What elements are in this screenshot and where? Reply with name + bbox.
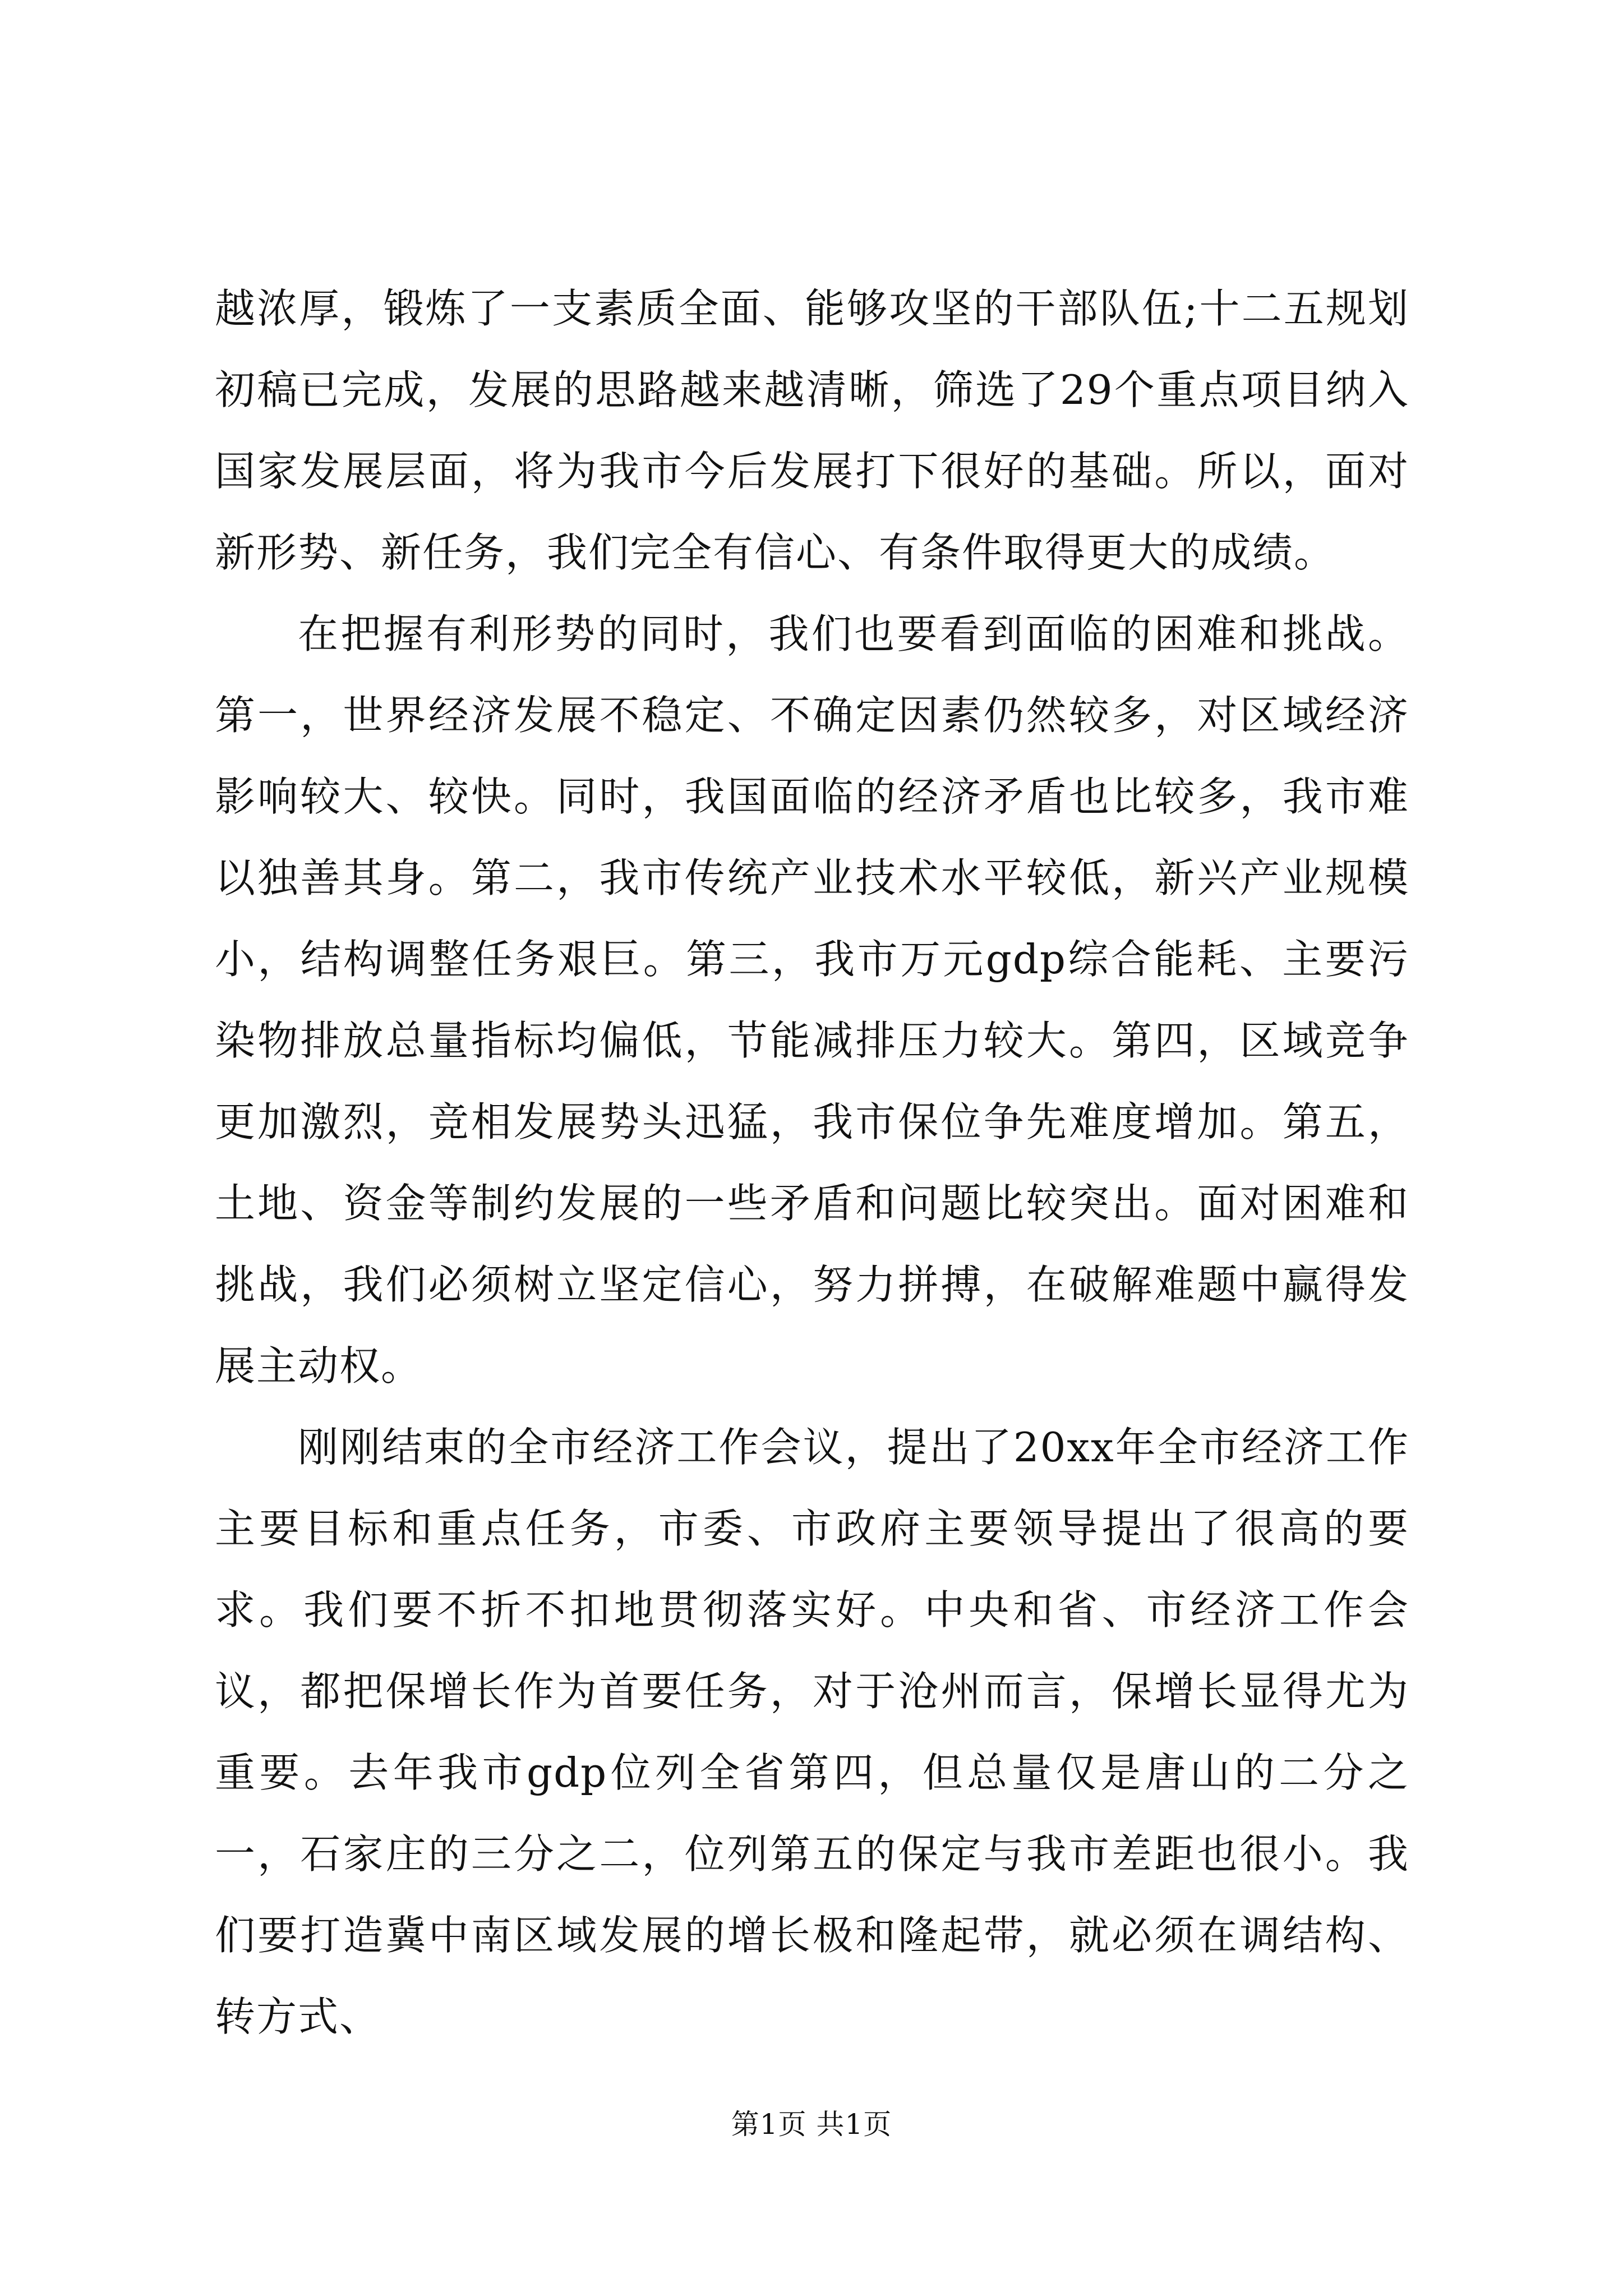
body-text <box>215 268 1409 2058</box>
paragraph-3: 刚刚结束的全市经济工作会议，提出了20xx年全市经济工作主要目标和重点任务，市委、市政府主要领导提出了很高的要求。我们要不折不扣地贯彻落实好。中央和省、市经济工作会议，都把保增长作为首要任务，对于沧州而言，保增长显得尤为重要。去年我市gdp位列全省第四，但总量仅是唐山的二分之一，石家庄的三分之二，位列第五的保定与我市差距也很小。我们要打造冀中南区域发展的增长极和隆起带，就必须在调结构、转方式、 <box>215 1424 1409 2040</box>
paragraph-1: 越浓厚，锻炼了一支素质全面、能够攻坚的干部队伍;十二五规划初稿已完成，发展的思路越来越清晰，筛选了29个重点项目纳入国家发展层面，将为我市今后发展打下很好的基础。所以，面对新形势、新任务，我们完全有信心、有条件取得更大的成绩。 <box>215 285 1409 576</box>
paragraph-2: 在把握有利形势的同时，我们也要看到面临的困难和挑战。第一，世界经济发展不稳定、不确定因素仍然较多，对区域经济影响较大、较快。同时，我国面临的经济矛盾也比较多，我市难以独善其身。第二，我市传统产业技术水平较低，新兴产业规模小，结构调整任务艰巨。第三，我市万元gdp综合能耗、主要污染物排放总量指标均偏低，节能减排压力较大。第四，区域竞争更加激烈，竞相发展势头迅猛，我市保位争先难度增加。第五，土地、资金等制约发展的一些矛盾和问题比较突出。面对困难和挑战，我们必须树立坚定信心，努力拼搏，在破解难题中赢得发展主动权。 <box>215 610 1409 1389</box>
page-footer: 第1页 共1页 <box>731 2108 892 2141</box>
